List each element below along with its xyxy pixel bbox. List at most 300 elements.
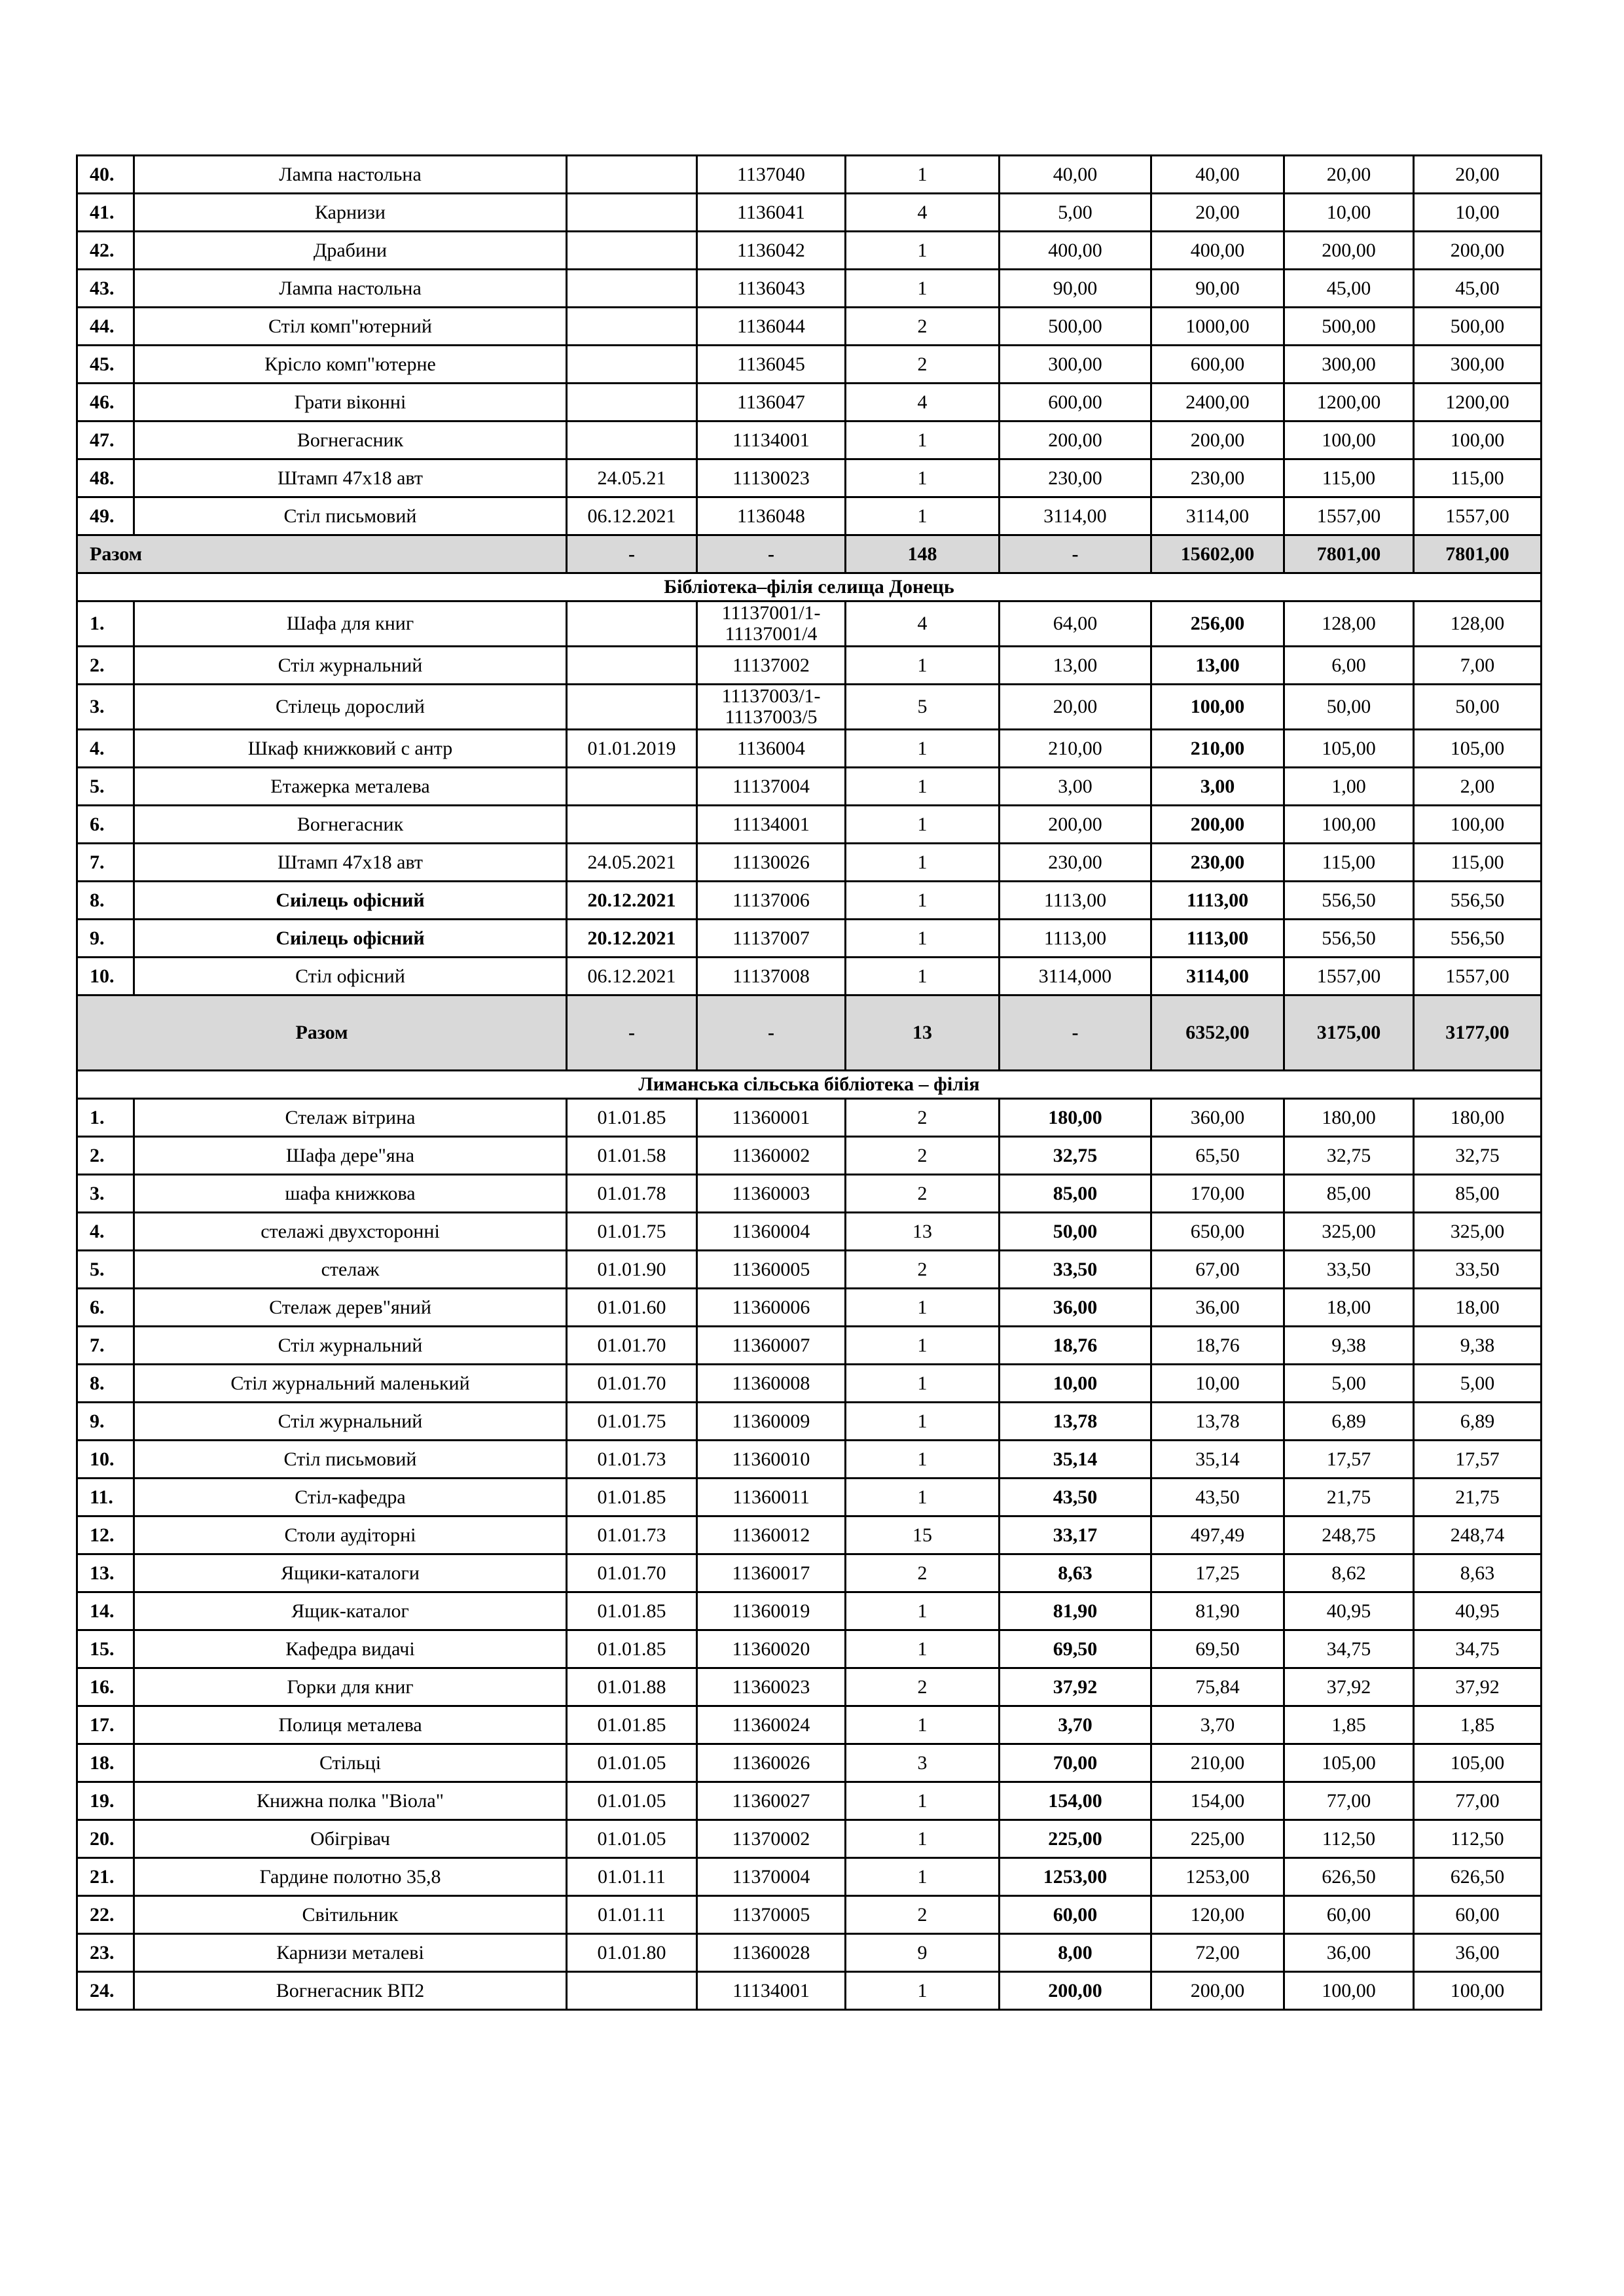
depreciation-value: 17,57 — [1284, 1441, 1414, 1479]
item-name: Вогнегасник — [134, 806, 567, 844]
residual-value: 10,00 — [1414, 194, 1542, 232]
total-value: 65,50 — [1151, 1137, 1284, 1175]
depreciation-value: 50,00 — [1284, 685, 1414, 730]
quantity: 1 — [846, 1858, 1000, 1896]
item-name: Ящик-каталог — [134, 1592, 567, 1630]
depreciation-value: 325,00 — [1284, 1213, 1414, 1251]
subtotal-residual: 7801,00 — [1414, 535, 1542, 573]
residual-value: 5,00 — [1414, 1365, 1542, 1403]
quantity: 1 — [846, 422, 1000, 459]
unit-price: 1113,00 — [1000, 882, 1151, 920]
residual-value: 85,00 — [1414, 1175, 1542, 1213]
total-value: 650,00 — [1151, 1213, 1284, 1251]
unit-price: 32,75 — [1000, 1137, 1151, 1175]
item-name: Драбини — [134, 232, 567, 270]
item-name: Столи аудіторні — [134, 1516, 567, 1554]
depreciation-value: 1,85 — [1284, 1706, 1414, 1744]
total-value: 154,00 — [1151, 1782, 1284, 1820]
table-row — [77, 1554, 1542, 1592]
acquisition-date: 20.12.2021 — [567, 920, 697, 958]
row-number: 49. — [77, 497, 134, 535]
residual-value: 40,95 — [1414, 1592, 1542, 1630]
depreciation-value: 77,00 — [1284, 1782, 1414, 1820]
row-number: 41. — [77, 194, 134, 232]
item-name: Стілець дорослий — [134, 685, 567, 730]
depreciation-value: 1557,00 — [1284, 497, 1414, 535]
depreciation-value: 248,75 — [1284, 1516, 1414, 1554]
depreciation-value: 21,75 — [1284, 1479, 1414, 1516]
residual-value: 500,00 — [1414, 308, 1542, 346]
residual-value: 128,00 — [1414, 601, 1542, 647]
table-row — [77, 384, 1542, 422]
depreciation-value: 105,00 — [1284, 730, 1414, 768]
table-row — [77, 1858, 1542, 1896]
acquisition-date — [567, 346, 697, 384]
total-value: 400,00 — [1151, 232, 1284, 270]
row-number: 19. — [77, 1782, 134, 1820]
acquisition-date: 01.01.11 — [567, 1896, 697, 1934]
inventory-number: 1136004 — [697, 730, 846, 768]
table-row — [77, 308, 1542, 346]
quantity: 1 — [846, 647, 1000, 685]
subtotal-quantity: 148 — [846, 535, 1000, 573]
quantity: 1 — [846, 156, 1000, 194]
item-name: Шафа дере"яна — [134, 1137, 567, 1175]
depreciation-value: 100,00 — [1284, 1972, 1414, 2010]
total-value: 256,00 — [1151, 601, 1284, 647]
depreciation-value: 300,00 — [1284, 346, 1414, 384]
acquisition-date: 01.01.88 — [567, 1668, 697, 1706]
subtotal-sum: 15602,00 — [1151, 535, 1284, 573]
depreciation-value: 34,75 — [1284, 1630, 1414, 1668]
item-name: Шкаф книжковий с антр — [134, 730, 567, 768]
row-number: 10. — [77, 958, 134, 996]
item-name: шафа книжкова — [134, 1175, 567, 1213]
depreciation-value: 105,00 — [1284, 1744, 1414, 1782]
unit-price: 60,00 — [1000, 1896, 1151, 1934]
total-value: 1253,00 — [1151, 1858, 1284, 1896]
acquisition-date: 01.01.05 — [567, 1782, 697, 1820]
acquisition-date: 01.01.70 — [567, 1327, 697, 1365]
unit-price: 33,50 — [1000, 1251, 1151, 1289]
total-value: 200,00 — [1151, 422, 1284, 459]
total-value: 120,00 — [1151, 1896, 1284, 1934]
item-name: стелаж — [134, 1251, 567, 1289]
section-heading-row — [77, 1071, 1542, 1099]
residual-value: 115,00 — [1414, 844, 1542, 882]
total-value: 225,00 — [1151, 1820, 1284, 1858]
item-name: Стіл офісний — [134, 958, 567, 996]
acquisition-date: 06.12.2021 — [567, 958, 697, 996]
total-value: 90,00 — [1151, 270, 1284, 308]
acquisition-date: 01.01.73 — [567, 1516, 697, 1554]
row-number: 22. — [77, 1896, 134, 1934]
residual-value: 180,00 — [1414, 1099, 1542, 1137]
inventory-number: 11137002 — [697, 647, 846, 685]
inventory-number: 11360026 — [697, 1744, 846, 1782]
depreciation-value: 100,00 — [1284, 422, 1414, 459]
item-name: Полиця металева — [134, 1706, 567, 1744]
subtotal-row — [77, 535, 1542, 573]
residual-value: 100,00 — [1414, 422, 1542, 459]
depreciation-value: 36,00 — [1284, 1934, 1414, 1972]
quantity: 13 — [846, 1213, 1000, 1251]
inventory-number: 11360024 — [697, 1706, 846, 1744]
inventory-number: 11360020 — [697, 1630, 846, 1668]
depreciation-value: 626,50 — [1284, 1858, 1414, 1896]
depreciation-value: 556,50 — [1284, 920, 1414, 958]
item-name: Карнизи металеві — [134, 1934, 567, 1972]
item-name: Ящики-каталоги — [134, 1554, 567, 1592]
table-row — [77, 1972, 1542, 2010]
unit-price: 300,00 — [1000, 346, 1151, 384]
total-value: 17,25 — [1151, 1554, 1284, 1592]
total-value: 40,00 — [1151, 156, 1284, 194]
total-value: 230,00 — [1151, 844, 1284, 882]
depreciation-value: 10,00 — [1284, 194, 1414, 232]
item-name: Штамп 47х18 авт — [134, 459, 567, 497]
inventory-number: 11130026 — [697, 844, 846, 882]
total-value: 170,00 — [1151, 1175, 1284, 1213]
total-value: 20,00 — [1151, 194, 1284, 232]
table-row — [77, 459, 1542, 497]
inventory-number: 1137040 — [697, 156, 846, 194]
inventory-number: 11137001/1- 11137001/4 — [697, 601, 846, 647]
residual-value: 248,74 — [1414, 1516, 1542, 1554]
depreciation-value: 556,50 — [1284, 882, 1414, 920]
residual-value: 33,50 — [1414, 1251, 1542, 1289]
item-name: Шафа для книг — [134, 601, 567, 647]
depreciation-value: 1,00 — [1284, 768, 1414, 806]
inventory-number: 11360009 — [697, 1403, 846, 1441]
table-row — [77, 920, 1542, 958]
unit-price: 40,00 — [1000, 156, 1151, 194]
unit-price: 35,14 — [1000, 1441, 1151, 1479]
residual-value: 32,75 — [1414, 1137, 1542, 1175]
quantity: 1 — [846, 497, 1000, 535]
quantity: 1 — [846, 844, 1000, 882]
residual-value: 100,00 — [1414, 1972, 1542, 2010]
inventory-number: 11134001 — [697, 1972, 846, 2010]
acquisition-date — [567, 685, 697, 730]
table-row — [77, 346, 1542, 384]
inventory-number: 11360007 — [697, 1327, 846, 1365]
row-number: 3. — [77, 685, 134, 730]
unit-price: 154,00 — [1000, 1782, 1151, 1820]
table-row — [77, 1706, 1542, 1744]
residual-value: 200,00 — [1414, 232, 1542, 270]
inventory-number: 11360017 — [697, 1554, 846, 1592]
row-number: 43. — [77, 270, 134, 308]
acquisition-date: 01.01.78 — [567, 1175, 697, 1213]
item-name: Стелаж вітрина — [134, 1099, 567, 1137]
row-number: 6. — [77, 806, 134, 844]
row-number: 42. — [77, 232, 134, 270]
acquisition-date: 01.01.73 — [567, 1441, 697, 1479]
table-row — [77, 194, 1542, 232]
inventory-number: 1136041 — [697, 194, 846, 232]
quantity: 3 — [846, 1744, 1000, 1782]
acquisition-date — [567, 232, 697, 270]
item-name: Етажерка металева — [134, 768, 567, 806]
row-number: 45. — [77, 346, 134, 384]
quantity: 5 — [846, 685, 1000, 730]
unit-price: 3,70 — [1000, 1706, 1151, 1744]
quantity: 1 — [846, 920, 1000, 958]
quantity: 2 — [846, 1251, 1000, 1289]
acquisition-date — [567, 308, 697, 346]
depreciation-value: 100,00 — [1284, 806, 1414, 844]
unit-price: 8,63 — [1000, 1554, 1151, 1592]
item-name: Стіл письмовий — [134, 1441, 567, 1479]
unit-price: 69,50 — [1000, 1630, 1151, 1668]
total-value: 10,00 — [1151, 1365, 1284, 1403]
table-row — [77, 685, 1542, 730]
quantity: 1 — [846, 1327, 1000, 1365]
quantity: 2 — [846, 1137, 1000, 1175]
quantity: 2 — [846, 1554, 1000, 1592]
table-row — [77, 1403, 1542, 1441]
unit-price: 18,76 — [1000, 1327, 1151, 1365]
item-name: Крісло комп"ютерне — [134, 346, 567, 384]
inventory-number: 11360027 — [697, 1782, 846, 1820]
item-name: Вогнегасник ВП2 — [134, 1972, 567, 2010]
row-number: 2. — [77, 647, 134, 685]
depreciation-value: 85,00 — [1284, 1175, 1414, 1213]
item-name: Стіл журнальний маленький — [134, 1365, 567, 1403]
total-value: 18,76 — [1151, 1327, 1284, 1365]
unit-price: 3,00 — [1000, 768, 1151, 806]
unit-price: 50,00 — [1000, 1213, 1151, 1251]
quantity: 1 — [846, 1972, 1000, 2010]
item-name: Лампа настольна — [134, 156, 567, 194]
residual-value: 100,00 — [1414, 806, 1542, 844]
table-row — [77, 768, 1542, 806]
inventory-number: 11360023 — [697, 1668, 846, 1706]
acquisition-date: 20.12.2021 — [567, 882, 697, 920]
quantity: 1 — [846, 1782, 1000, 1820]
item-name: Стіл журнальний — [134, 647, 567, 685]
inventory-number: 11360028 — [697, 1934, 846, 1972]
acquisition-date: 01.01.60 — [567, 1289, 697, 1327]
unit-price: 600,00 — [1000, 384, 1151, 422]
inventory-number: 11360003 — [697, 1175, 846, 1213]
table-row — [77, 1820, 1542, 1858]
quantity: 2 — [846, 308, 1000, 346]
row-number: 13. — [77, 1554, 134, 1592]
depreciation-value: 112,50 — [1284, 1820, 1414, 1858]
quantity: 1 — [846, 1706, 1000, 1744]
row-number: 17. — [77, 1706, 134, 1744]
quantity: 4 — [846, 601, 1000, 647]
depreciation-value: 5,00 — [1284, 1365, 1414, 1403]
inventory-number: 11137008 — [697, 958, 846, 996]
section-heading: Бібліотека–філія селища Донець — [77, 573, 1542, 601]
acquisition-date: 01.01.80 — [567, 1934, 697, 1972]
table-row — [77, 1213, 1542, 1251]
row-number: 48. — [77, 459, 134, 497]
residual-value: 112,50 — [1414, 1820, 1542, 1858]
quantity: 2 — [846, 346, 1000, 384]
inventory-number: 11370005 — [697, 1896, 846, 1934]
unit-price: 10,00 — [1000, 1365, 1151, 1403]
inventory-number: 11360002 — [697, 1137, 846, 1175]
table-row — [77, 1782, 1542, 1820]
acquisition-date — [567, 806, 697, 844]
item-name: Книжна полка "Віола" — [134, 1782, 567, 1820]
residual-value: 556,50 — [1414, 920, 1542, 958]
quantity: 1 — [846, 730, 1000, 768]
residual-value: 77,00 — [1414, 1782, 1542, 1820]
row-number: 15. — [77, 1630, 134, 1668]
section-heading-row — [77, 573, 1542, 601]
depreciation-value: 6,00 — [1284, 647, 1414, 685]
inventory-number: 11360001 — [697, 1099, 846, 1137]
total-value: 2400,00 — [1151, 384, 1284, 422]
subtotal-quantity: 13 — [846, 996, 1000, 1071]
item-name: Світильник — [134, 1896, 567, 1934]
acquisition-date — [567, 384, 697, 422]
unit-price: 33,17 — [1000, 1516, 1151, 1554]
subtotal-depreciation: 7801,00 — [1284, 535, 1414, 573]
inventory-number: 1136044 — [697, 308, 846, 346]
row-number: 9. — [77, 1403, 134, 1441]
total-value: 69,50 — [1151, 1630, 1284, 1668]
quantity: 1 — [846, 1403, 1000, 1441]
row-number: 4. — [77, 1213, 134, 1251]
table-row — [77, 422, 1542, 459]
unit-price: 180,00 — [1000, 1099, 1151, 1137]
item-name: Штамп 47х18 авт — [134, 844, 567, 882]
residual-value: 556,50 — [1414, 882, 1542, 920]
residual-value: 2,00 — [1414, 768, 1542, 806]
table-row — [77, 882, 1542, 920]
residual-value: 17,57 — [1414, 1441, 1542, 1479]
quantity: 1 — [846, 806, 1000, 844]
item-name: Стелаж дерев"яний — [134, 1289, 567, 1327]
unit-price: 5,00 — [1000, 194, 1151, 232]
unit-price: 90,00 — [1000, 270, 1151, 308]
row-number: 7. — [77, 844, 134, 882]
depreciation-value: 37,92 — [1284, 1668, 1414, 1706]
total-value: 200,00 — [1151, 806, 1284, 844]
table-row — [77, 1630, 1542, 1668]
row-number: 5. — [77, 768, 134, 806]
unit-price: 500,00 — [1000, 308, 1151, 346]
acquisition-date: 01.01.85 — [567, 1099, 697, 1137]
row-number: 9. — [77, 920, 134, 958]
acquisition-date: 24.05.2021 — [567, 844, 697, 882]
depreciation-value: 45,00 — [1284, 270, 1414, 308]
row-number: 8. — [77, 882, 134, 920]
residual-value: 21,75 — [1414, 1479, 1542, 1516]
quantity: 1 — [846, 232, 1000, 270]
inventory-number: 11360010 — [697, 1441, 846, 1479]
unit-price: 8,00 — [1000, 1934, 1151, 1972]
depreciation-value: 8,62 — [1284, 1554, 1414, 1592]
residual-value: 60,00 — [1414, 1896, 1542, 1934]
row-number: 10. — [77, 1441, 134, 1479]
unit-price: 64,00 — [1000, 601, 1151, 647]
depreciation-value: 1557,00 — [1284, 958, 1414, 996]
residual-value: 1557,00 — [1414, 497, 1542, 535]
unit-price: 70,00 — [1000, 1744, 1151, 1782]
inventory-number: 11134001 — [697, 422, 846, 459]
table-row — [77, 730, 1542, 768]
inventory-number: 1136047 — [697, 384, 846, 422]
subtotal-price: - — [1000, 535, 1151, 573]
row-number: 20. — [77, 1820, 134, 1858]
acquisition-date: 24.05.21 — [567, 459, 697, 497]
quantity: 1 — [846, 768, 1000, 806]
unit-price: 210,00 — [1000, 730, 1151, 768]
total-value: 210,00 — [1151, 730, 1284, 768]
total-value: 13,00 — [1151, 647, 1284, 685]
subtotal-date: - — [567, 535, 697, 573]
row-number: 3. — [77, 1175, 134, 1213]
acquisition-date: 01.01.75 — [567, 1403, 697, 1441]
quantity: 1 — [846, 1592, 1000, 1630]
acquisition-date — [567, 156, 697, 194]
row-number: 18. — [77, 1744, 134, 1782]
residual-value: 36,00 — [1414, 1934, 1542, 1972]
total-value: 75,84 — [1151, 1668, 1284, 1706]
row-number: 11. — [77, 1479, 134, 1516]
item-name: Горки для книг — [134, 1668, 567, 1706]
inventory-number: 11130023 — [697, 459, 846, 497]
acquisition-date: 01.01.90 — [567, 1251, 697, 1289]
total-value: 497,49 — [1151, 1516, 1284, 1554]
unit-price: 36,00 — [1000, 1289, 1151, 1327]
item-name: Сиілець офісний — [134, 882, 567, 920]
item-name: Вогнегасник — [134, 422, 567, 459]
quantity: 1 — [846, 270, 1000, 308]
row-number: 46. — [77, 384, 134, 422]
table-row — [77, 647, 1542, 685]
residual-value: 1,85 — [1414, 1706, 1542, 1744]
row-number: 24. — [77, 1972, 134, 2010]
unit-price: 200,00 — [1000, 1972, 1151, 2010]
unit-price: 81,90 — [1000, 1592, 1151, 1630]
depreciation-value: 128,00 — [1284, 601, 1414, 647]
acquisition-date: 01.01.70 — [567, 1554, 697, 1592]
item-name: Стіл журнальний — [134, 1327, 567, 1365]
inventory-number: 11137004 — [697, 768, 846, 806]
acquisition-date: 01.01.05 — [567, 1820, 697, 1858]
table-row — [77, 1365, 1542, 1403]
total-value: 100,00 — [1151, 685, 1284, 730]
acquisition-date: 01.01.85 — [567, 1592, 697, 1630]
table-row — [77, 1327, 1542, 1365]
subtotal-residual: 3177,00 — [1414, 996, 1542, 1071]
residual-value: 9,38 — [1414, 1327, 1542, 1365]
total-value: 3,70 — [1151, 1706, 1284, 1744]
row-number: 40. — [77, 156, 134, 194]
unit-price: 20,00 — [1000, 685, 1151, 730]
residual-value: 45,00 — [1414, 270, 1542, 308]
inventory-table-body — [77, 156, 1542, 2010]
table-row — [77, 1592, 1542, 1630]
acquisition-date: 01.01.11 — [567, 1858, 697, 1896]
table-row — [77, 232, 1542, 270]
subtotal-row — [77, 996, 1542, 1071]
quantity: 2 — [846, 1099, 1000, 1137]
unit-price: 1113,00 — [1000, 920, 1151, 958]
subtotal-label: Разом — [77, 535, 567, 573]
acquisition-date: 01.01.2019 — [567, 730, 697, 768]
quantity: 4 — [846, 384, 1000, 422]
total-value: 1113,00 — [1151, 920, 1284, 958]
